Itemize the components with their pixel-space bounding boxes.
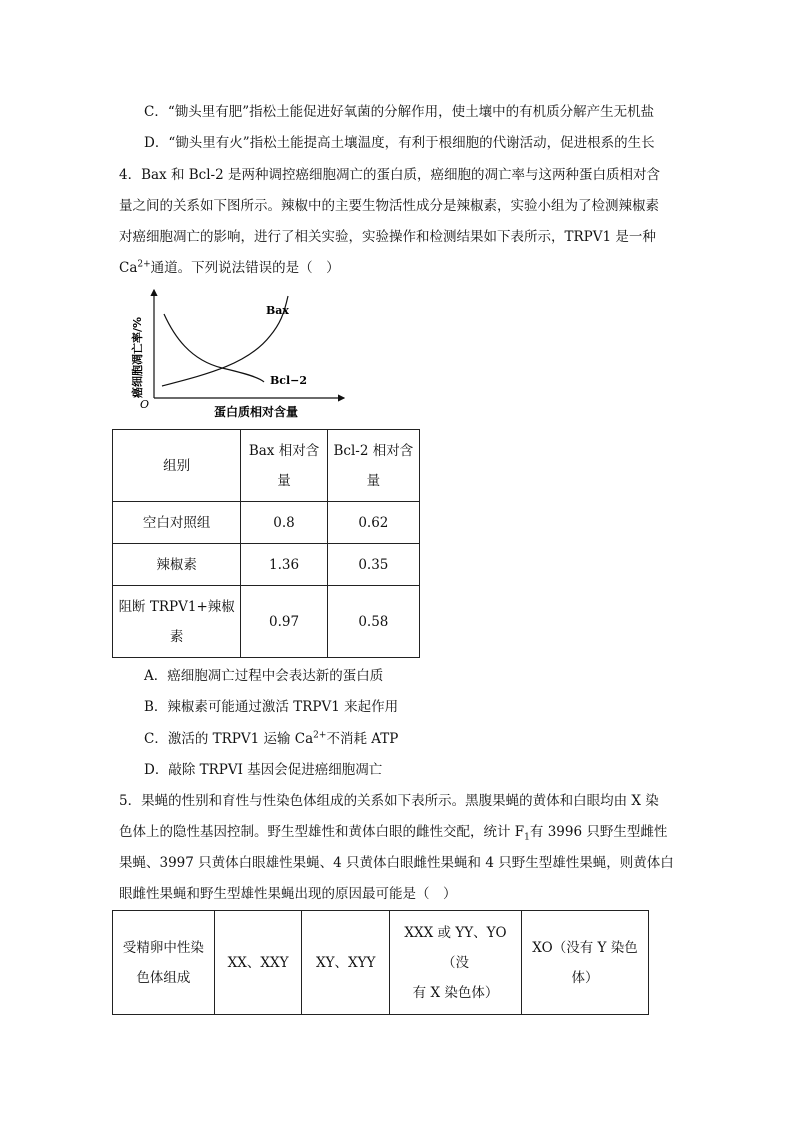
- cell-xo: XO（没有 Y 染色 体）: [522, 911, 649, 1015]
- header-bcl2: Bcl-2 相对含 量: [327, 430, 419, 502]
- option-c: C．“锄头里有肥”指松土能促进好氧菌的分解作用，使土壤中的有机质分解产生无机盐: [144, 104, 655, 120]
- cell-group: 阻断 TRPV1+辣椒 素: [113, 586, 241, 658]
- table-row: [113, 911, 649, 1015]
- y-axis-label: 癌细胞凋亡率/%: [131, 316, 144, 398]
- table-row: [113, 502, 420, 544]
- apoptosis-graph: [118, 286, 348, 426]
- cell-xx-xxy: XX、XXY: [214, 911, 302, 1015]
- cell-bax: 0.8: [241, 502, 327, 544]
- q4-option-b: B．辣椒素可能通过激活 TRPV1 来起作用: [144, 699, 399, 715]
- q5-stem-line-1: 5．果蝇的性别和育性与性染色体组成的关系如下表所示。黑腹果蝇的黄体和白眼均由 X 染: [119, 793, 659, 809]
- cell-bcl2: 0.35: [327, 544, 419, 586]
- table-row: [113, 430, 420, 502]
- q4-table: [112, 429, 420, 658]
- cell-group: 空白对照组: [113, 502, 241, 544]
- bcl2-curve: [164, 314, 264, 382]
- q4-stem-line-4: $Ca^{2+}$通道。下列说法错误的是（ ）: [119, 259, 340, 276]
- cell-bcl2: 0.58: [327, 586, 419, 658]
- cell-group: 辣椒素: [113, 544, 241, 586]
- q4-option-a: A．癌细胞凋亡过程中会表达新的蛋白质: [144, 668, 384, 684]
- origin-label: O: [140, 398, 150, 411]
- cell-bcl2: 0.62: [327, 502, 419, 544]
- cell-xxx-yy-yo: XXX 或 YY、YO （没 有 X 染色体）: [390, 911, 522, 1015]
- q4-stem-line-2: 量之间的关系如下图所示。辣椒中的主要生物活性成分是辣椒素，实验小组为了检测辣椒素: [119, 198, 659, 214]
- x-axis-label: 蛋白质相对含量: [214, 405, 299, 419]
- cell-xy-xyy: XY、XYY: [302, 911, 390, 1015]
- q5-table: [112, 910, 649, 1015]
- header-group: 组别: [113, 430, 241, 502]
- q5-stem-line-2: 色体上的隐性基因控制。野生型雄性和黄体白眼的雌性交配，统计 $F_1$有 3996 只野生型雌性: [119, 824, 668, 843]
- q4-option-c: C．激活的 TRPV1 运输 $Ca^{2+}$不消耗 ATP: [144, 730, 399, 747]
- header-bax: Bax 相对含 量: [241, 430, 327, 502]
- q4-option-d: D．敲除 TRPVI 基因会促进癌细胞凋亡: [144, 762, 383, 778]
- cell-header: 受精卵中性染 色体组成: [113, 911, 215, 1015]
- q4-stem-line-1: 4．Bax 和 Bcl-2 是两种调控癌细胞凋亡的蛋白质，癌细胞的凋亡率与这两种蛋白质相对含: [119, 167, 660, 183]
- option-d: D．“锄头里有火”指松土能提高土壤温度，有利于根细胞的代谢活动，促进根系的生长: [144, 135, 655, 151]
- cell-bax: 1.36: [241, 544, 327, 586]
- bcl2-label: Bcl−2: [270, 374, 308, 387]
- table-row: [113, 544, 420, 586]
- q4-stem-line-3: 对癌细胞凋亡的影响，进行了相关实验，实验操作和检测结果如下表所示，TRPV1 是一种: [119, 229, 656, 245]
- q5-stem-line-4: 眼雌性果蝇和野生型雄性果蝇出现的原因最可能是（ ）: [119, 886, 457, 902]
- table-row: [113, 586, 420, 658]
- q5-stem-line-3: 果蝇、3997 只黄体白眼雄性果蝇、4 只黄体白眼雌性果蝇和 4 只野生型雄性果蝇，则黄体白: [119, 855, 674, 871]
- cell-bax: 0.97: [241, 586, 327, 658]
- bax-label: Bax: [266, 304, 289, 317]
